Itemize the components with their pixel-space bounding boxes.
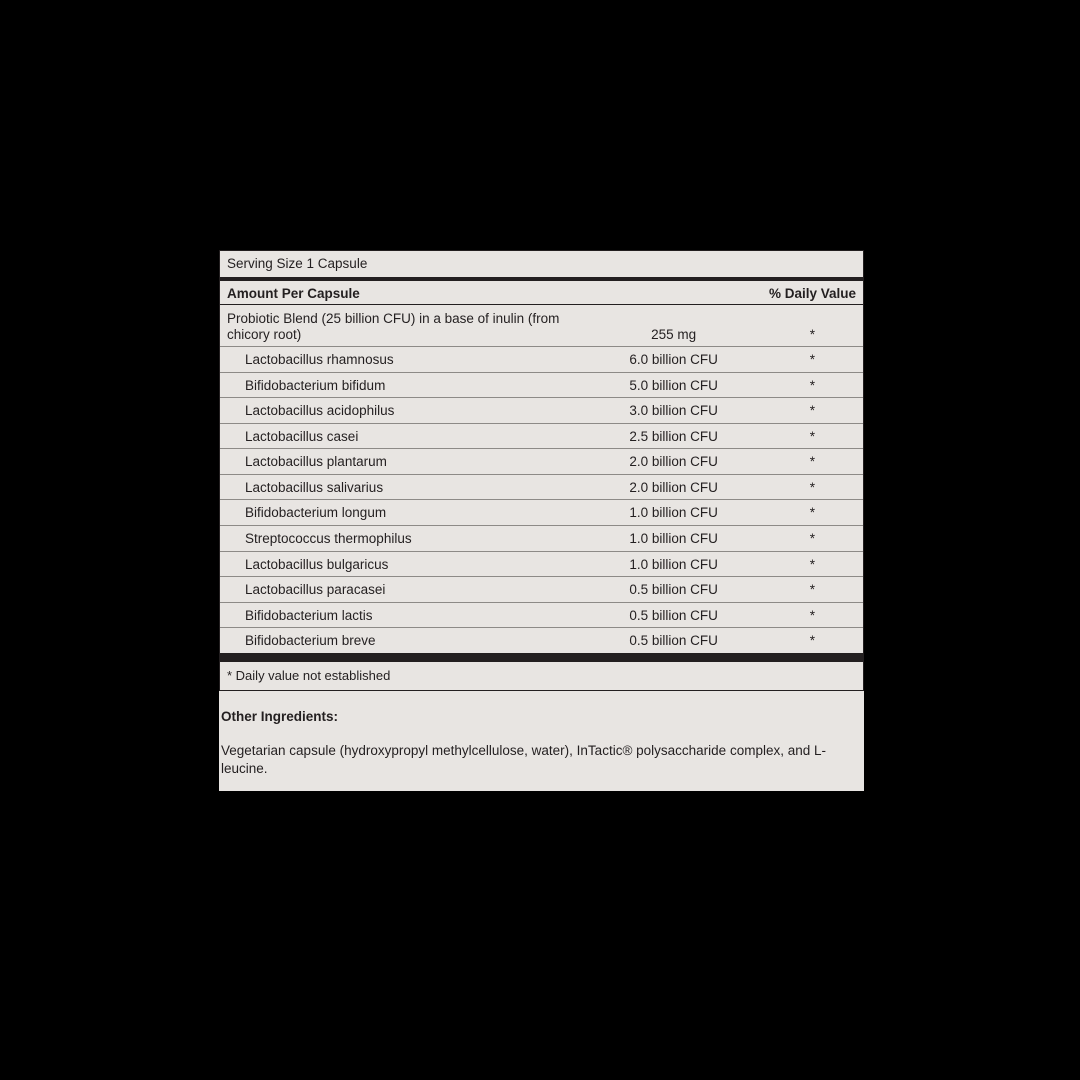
other-ingredients-title: Other Ingredients: [221, 709, 339, 725]
supplement-facts-box [219, 250, 864, 691]
table-header-row [220, 281, 863, 305]
strain-name: Lactobacillus bulgaricus [220, 551, 586, 577]
other-ingredients-section [219, 691, 864, 791]
strain-name: Bifidobacterium lactis [220, 602, 586, 628]
table-row [220, 500, 863, 526]
strain-name: Bifidobacterium longum [220, 500, 586, 526]
table-row [220, 551, 863, 577]
strain-amount: 5.0 billion CFU [586, 372, 762, 398]
table-body [220, 281, 863, 653]
strain-amount: 0.5 billion CFU [629, 633, 718, 649]
divider-thick [220, 653, 863, 662]
other-ingredients-text: Vegetarian capsule (hydroxypropyl methylcellulose, water), InTactic® polysaccharide complex, and L-leucine. [221, 743, 826, 776]
table-row [220, 305, 863, 347]
table-row [220, 449, 863, 475]
strain-daily-value: * [762, 526, 863, 552]
strain-name: Lactobacillus plantarum [220, 449, 586, 475]
table-row [220, 628, 863, 653]
strain-daily-value: * [762, 372, 863, 398]
strain-name: Streptococcus thermophilus [220, 526, 586, 552]
strain-amount: 1.0 billion CFU [586, 500, 762, 526]
strain-amount: 2.0 billion CFU [586, 474, 762, 500]
strain-name: Lactobacillus casei [220, 423, 586, 449]
column-header-daily-value: % Daily Value [762, 281, 863, 305]
table-row [220, 398, 863, 424]
strain-daily-value: * [762, 500, 863, 526]
strain-name: Lactobacillus acidophilus [220, 398, 586, 424]
strain-daily-value: * [762, 577, 863, 603]
blend-name: Probiotic Blend (25 billion CFU) in a base of inulin (from chicory root) [220, 305, 586, 347]
strain-amount: 1.0 billion CFU [586, 551, 762, 577]
blend-amount: 255 mg [586, 305, 762, 347]
strain-daily-value: * [762, 423, 863, 449]
strain-amount: 0.5 billion CFU [586, 577, 762, 603]
table-row [220, 423, 863, 449]
strain-daily-value: * [762, 449, 863, 475]
strain-amount: 2.5 billion CFU [586, 423, 762, 449]
strain-amount: 2.0 billion CFU [586, 449, 762, 475]
strain-name: Lactobacillus salivarius [220, 474, 586, 500]
table-row [220, 474, 863, 500]
strain-name: Bifidobacterium bifidum [220, 372, 586, 398]
supplement-facts-panel [219, 250, 864, 791]
column-header-amount-spacer [586, 281, 762, 305]
table-row [220, 372, 863, 398]
strain-daily-value: * [809, 633, 815, 649]
column-header-amount-per-capsule: Amount Per Capsule [220, 281, 586, 305]
strain-name: Bifidobacterium breve [245, 633, 376, 649]
daily-value-footnote: * Daily value not established [227, 667, 391, 683]
supplement-facts-table [220, 281, 863, 653]
table-row [220, 577, 863, 603]
strain-daily-value: * [762, 602, 863, 628]
strain-daily-value: * [762, 474, 863, 500]
table-row [220, 602, 863, 628]
strain-daily-value: * [762, 347, 863, 373]
table-row [220, 526, 863, 552]
table-row [220, 347, 863, 373]
strain-amount: 6.0 billion CFU [586, 347, 762, 373]
strain-amount: 1.0 billion CFU [586, 526, 762, 552]
blend-daily-value: * [762, 305, 863, 347]
strain-amount: 0.5 billion CFU [586, 602, 762, 628]
serving-size-row: Serving Size 1 Capsule [220, 251, 863, 281]
strain-name: Lactobacillus paracasei [220, 577, 586, 603]
strain-amount: 3.0 billion CFU [586, 398, 762, 424]
strain-name: Lactobacillus rhamnosus [220, 347, 586, 373]
strain-daily-value: * [762, 398, 863, 424]
strain-daily-value: * [762, 551, 863, 577]
